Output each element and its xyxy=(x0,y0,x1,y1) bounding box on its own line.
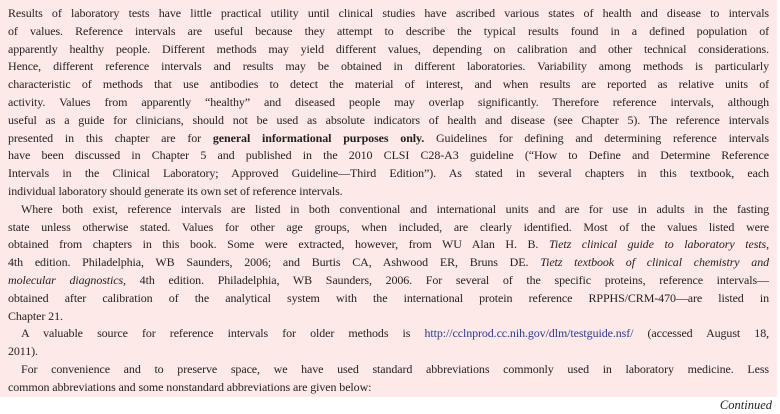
continued-label: Continued xyxy=(719,398,772,412)
page-footer xyxy=(0,397,776,414)
text-line xyxy=(8,147,769,165)
text-segment: Results of laboratory tests have little practical utility until clinical studies have ascribed various states of health and disease to intervals xyxy=(8,6,769,20)
text-line xyxy=(8,201,769,219)
text-line xyxy=(8,112,769,130)
text-segment: Hence, different reference intervals and results may be obtained in different laboratories. Variability among methods is particularly xyxy=(8,59,769,74)
text-line xyxy=(8,379,769,397)
text-segment: of values. Reference intervals are useful because they attempt to describe the typical results found in a defined population of xyxy=(8,23,769,38)
text-line xyxy=(8,5,769,23)
text-segment: 4th edition. Philadelphia, WB Saunders, 2006. For several of the specific proteins, reference intervals— xyxy=(125,272,769,287)
text-segment: common abbreviations and some nonstandard abbreviations are given below: xyxy=(8,379,372,394)
text-line xyxy=(8,254,769,272)
text-line xyxy=(8,58,769,76)
text-segment: Intervals in the Clinical Laboratory; Approved Guideline—Third Edition”). As stated in several chapters in this textbook, each xyxy=(8,166,769,181)
reference-url-link[interactable]: http://cclnprod.cc.nih.gov/dlm/testguide.nsf/ xyxy=(424,326,634,341)
text-line xyxy=(8,343,769,361)
text-line xyxy=(8,23,769,41)
text-line xyxy=(8,290,769,308)
text-line xyxy=(8,183,769,201)
text-line xyxy=(8,325,769,343)
text-line xyxy=(8,76,769,94)
text-line xyxy=(8,94,769,112)
text-segment: apparently healthy people. Different methods may yield different values, depending on calibration and other technical considerations. xyxy=(8,41,769,56)
text-segment: individual laboratory should generate its own set of reference intervals. xyxy=(8,183,343,198)
text-segment: A valuable source for reference intervals for older methods is xyxy=(21,326,425,341)
text-line xyxy=(8,130,769,148)
text-line xyxy=(8,165,769,183)
text-line xyxy=(8,308,769,326)
text-line xyxy=(8,236,769,254)
text-segment: Guidelines for defining and determining reference intervals xyxy=(424,130,769,145)
text-line xyxy=(8,41,769,59)
text-segment: obtained after calibration of the analytical system with the international protein reference RPPHS/CRM-470—are listed in xyxy=(8,290,769,305)
italic-text-segment: molecular diagnostics, xyxy=(8,272,126,287)
text-segment: characteristic of methods that use antibodies to detect the material of interest, and when results are reported as relative units of xyxy=(8,77,769,92)
text-segment: 2011). xyxy=(8,344,38,359)
text-line xyxy=(8,219,769,237)
text-segment: obtained from chapters in this book. Some were extracted, however, from WU Alan H. B. xyxy=(8,237,549,252)
text-segment: have been discussed in Chapter 5 and published in the 2010 CLSI C28-A3 guideline (“How to Define and Determine Reference xyxy=(8,148,769,163)
text-segment: useful as a guide for clinicians, should not be used as absolute indicators of health and disease (see Chapter 5). The reference intervals xyxy=(8,112,769,127)
bold-text-segment: general informational purposes only. xyxy=(212,130,425,145)
text-segment: (accessed August 18, xyxy=(633,326,769,341)
text-segment: 4th edition. Philadelphia, WB Saunders, 2006; and Burtis CA, Ashwood ER, Bruns DE. xyxy=(8,255,541,270)
text-segment: presented in this chapter are for xyxy=(8,130,213,145)
italic-text-segment: Tietz textbook of clinical chemistry and xyxy=(540,255,769,270)
italic-text-segment: Tietz clinical guide to laboratory tests, xyxy=(548,237,769,252)
text-segment: Chapter 21. xyxy=(8,308,63,323)
text-segment: For convenience and to preserve space, we have used standard abbreviations commonly used in laboratory medicine. Less xyxy=(21,361,769,376)
text-line xyxy=(8,361,769,379)
text-segment: Where both exist, reference intervals are listed in both conventional and international units and are for use in adults in the fasting xyxy=(21,201,769,216)
text-segment: activity. Values from apparently “healthy” and diseased people may overlap significantly. Therefore reference intervals, although xyxy=(8,94,769,109)
text-segment: state unless otherwise stated. Values for other age groups, when included, are clearly identified. Most of the values listed were xyxy=(8,219,769,234)
text-line xyxy=(8,272,769,290)
